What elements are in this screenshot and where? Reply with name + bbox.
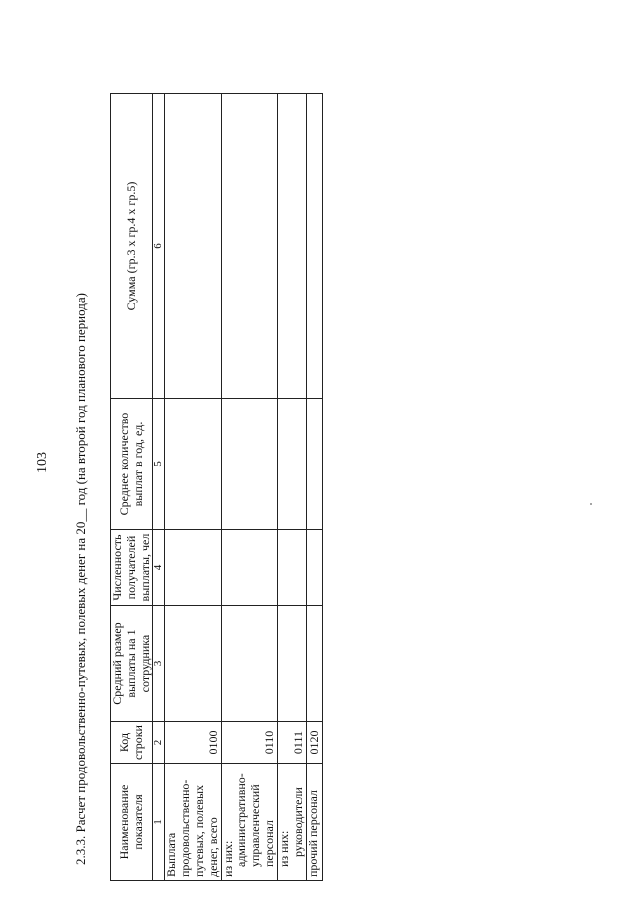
column-number: 1 [153,764,165,881]
table-row [306,94,322,881]
scan-speck [590,503,592,505]
row-name: руководители [290,787,305,857]
column-number: 2 [153,722,165,764]
header-avg-payment: Средний размер выплаты на 1 сотрудника [111,606,153,722]
header-code: Код строки [111,722,153,764]
cell-avg-payment [165,606,221,722]
header-sum: Сумма (гр.3 х гр.4 х гр.5) [111,94,153,399]
cell-avg-payment [306,606,322,722]
table-row [165,94,221,881]
cell-recipients [277,530,306,606]
row-code: 0111 [277,722,306,764]
row-name-cell [221,764,277,881]
table-row [277,94,306,881]
cell-avg-payment [277,606,306,722]
cell-sum [221,94,277,399]
page-number: 103 [35,452,50,473]
column-number-row [153,94,165,881]
cell-avg-payment [221,606,277,722]
cell-recipients [306,530,322,606]
cell-sum [277,94,306,399]
header-row [111,94,153,881]
cell-avg-count [221,399,277,530]
row-name: прочий персонал [306,764,322,881]
row-name-cell [277,764,306,881]
payment-calculation-table [110,93,323,881]
row-code: 0120 [306,722,322,764]
cell-avg-count [165,399,221,530]
row-code: 0110 [221,722,277,764]
row-name: административно-управленческий персонал [234,773,276,867]
column-number: 6 [153,94,165,399]
header-recipients: Численность получателей выплаты, чел [111,530,153,606]
column-number: 5 [153,399,165,530]
section-title: 2.3.3. Расчет продовольственно-путевых, полевых денег на 20__ год (на второй год планового периода) [73,293,88,865]
cell-avg-count [277,399,306,530]
cell-sum [306,94,322,399]
header-name: Наименование показателя [111,764,153,881]
row-prefix: из них: [220,840,235,877]
column-number: 3 [153,606,165,722]
row-code: 0100 [165,722,221,764]
cell-recipients [221,530,277,606]
cell-avg-count [306,399,322,530]
row-name: Выплата продовольственно-путевых, полевых денег, всего [165,764,221,881]
row-prefix: из них: [276,830,291,867]
header-avg-count: Среднее количество выплат в год, ед. [111,399,153,530]
cell-recipients [165,530,221,606]
column-number: 4 [153,530,165,606]
table-row [221,94,277,881]
cell-sum [165,94,221,399]
